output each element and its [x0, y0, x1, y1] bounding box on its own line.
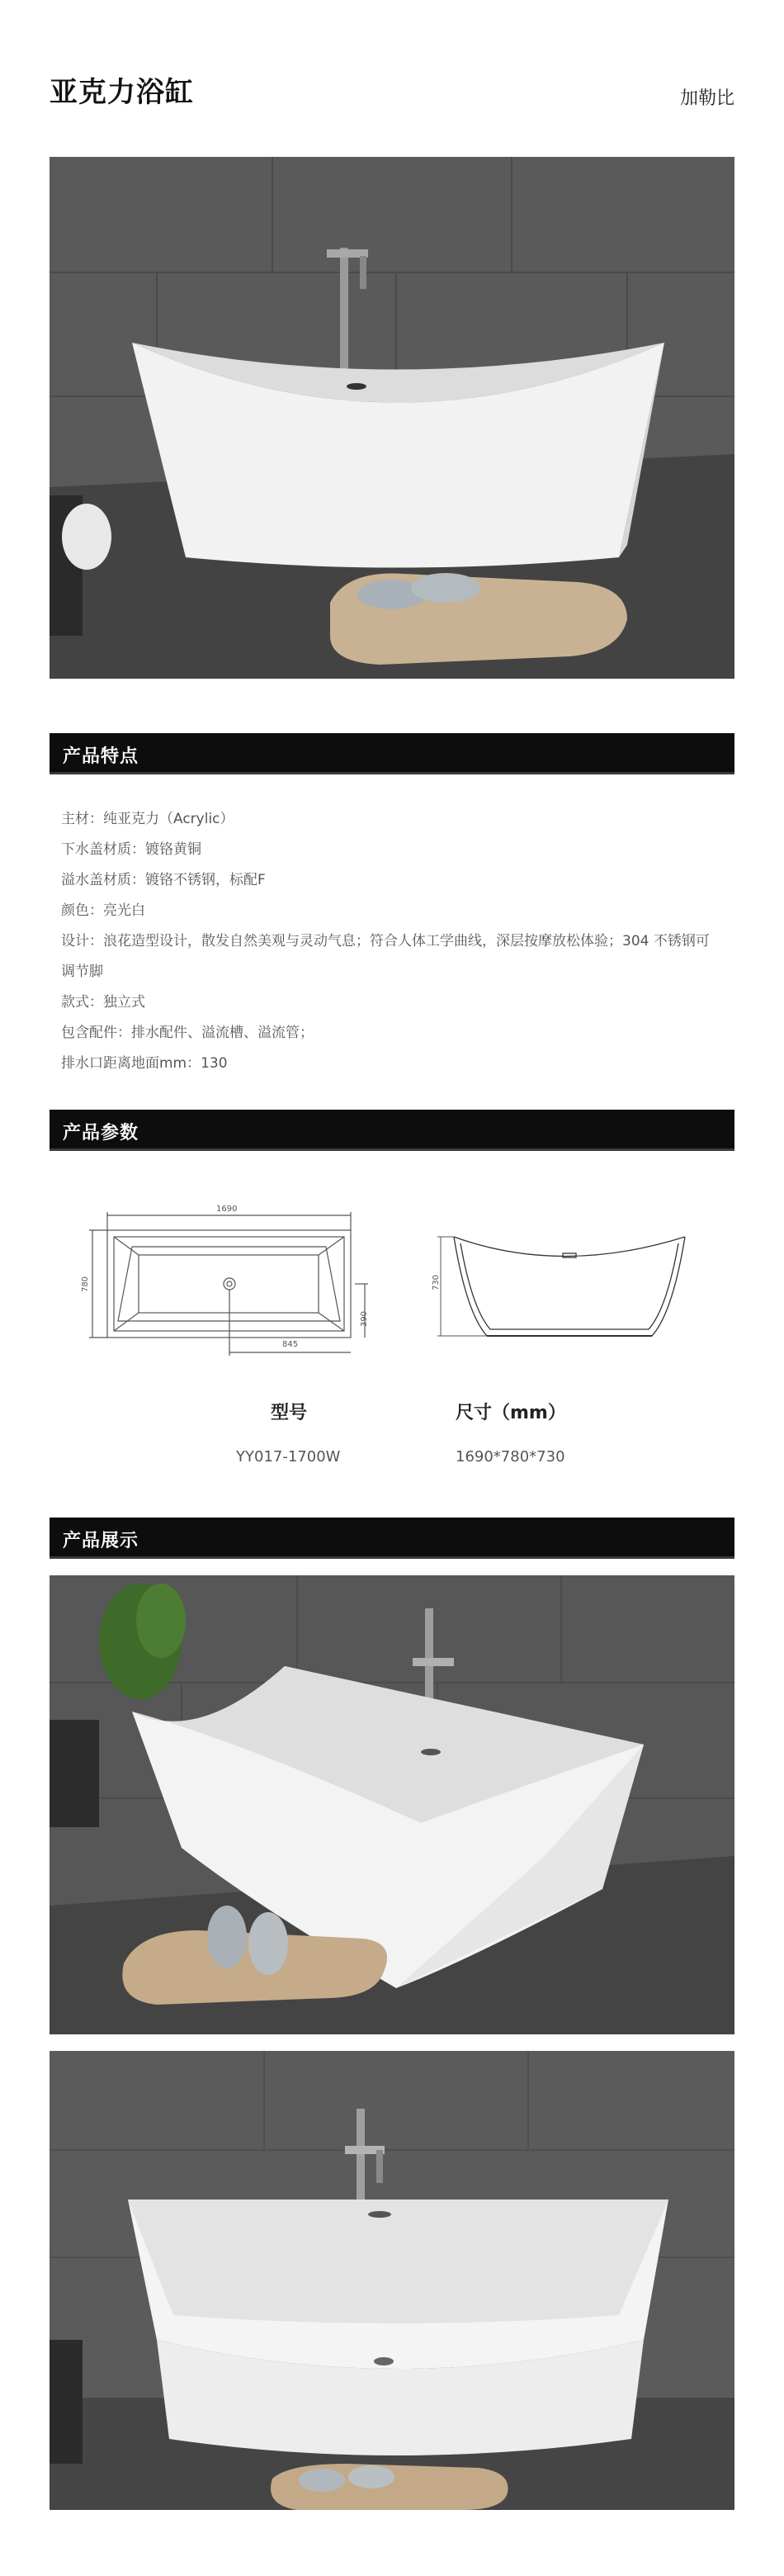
feature-item: 下水盖材质：镀铬黄铜 — [61, 841, 201, 858]
spec-value-model: YY017-1700W — [236, 1448, 341, 1466]
section-bar-params — [50, 1110, 734, 1151]
section-title-features: 产品特点 — [63, 746, 139, 767]
spec-header-size: 尺寸（mm） — [456, 1403, 566, 1423]
display-photo-2 — [50, 2051, 734, 2510]
spec-header-model: 型号 — [271, 1403, 308, 1423]
dim-height-label: 730 — [432, 1274, 442, 1291]
brand-name: 加勒比 — [679, 88, 734, 109]
dim-width-label: 780 — [81, 1276, 91, 1293]
feature-list — [61, 804, 721, 1079]
side-view-drawing — [429, 1214, 701, 1354]
dim-length-label: 1690 — [216, 1205, 238, 1214]
feature-item: 款式：独立式 — [61, 994, 145, 1011]
page-title: 亚克力浴缸 — [50, 76, 194, 109]
dim-drain-offset-label: 845 — [282, 1340, 299, 1349]
feature-item: 溢水盖材质：镀铬不锈钢，标配F — [61, 872, 266, 888]
hero-bathtub-photo — [50, 157, 734, 679]
display-photo-1 — [50, 1575, 734, 2034]
section-bar-features — [50, 733, 734, 774]
feature-item: 颜色：亮光白 — [61, 902, 145, 919]
section-title-display: 产品展示 — [63, 1531, 139, 1551]
feature-item: 主材：纯亚克力（Acrylic） — [61, 811, 234, 827]
feature-item: 设计：浪花造型设计，散发自然美观与灵动气息；符合人体工学曲线，深层按摩放松体验；304 不锈钢可调节脚 — [61, 933, 710, 980]
dim-drain-side-label: 390 — [360, 1310, 370, 1328]
feature-item: 排水口距离地面mm：130 — [61, 1055, 228, 1072]
top-view-drawing — [74, 1197, 388, 1371]
spec-value-size: 1690*780*730 — [456, 1448, 565, 1466]
section-title-params: 产品参数 — [63, 1123, 139, 1144]
section-bar-display — [50, 1518, 734, 1559]
feature-item: 包含配件：排水配件、溢流槽、溢流管； — [61, 1025, 314, 1041]
